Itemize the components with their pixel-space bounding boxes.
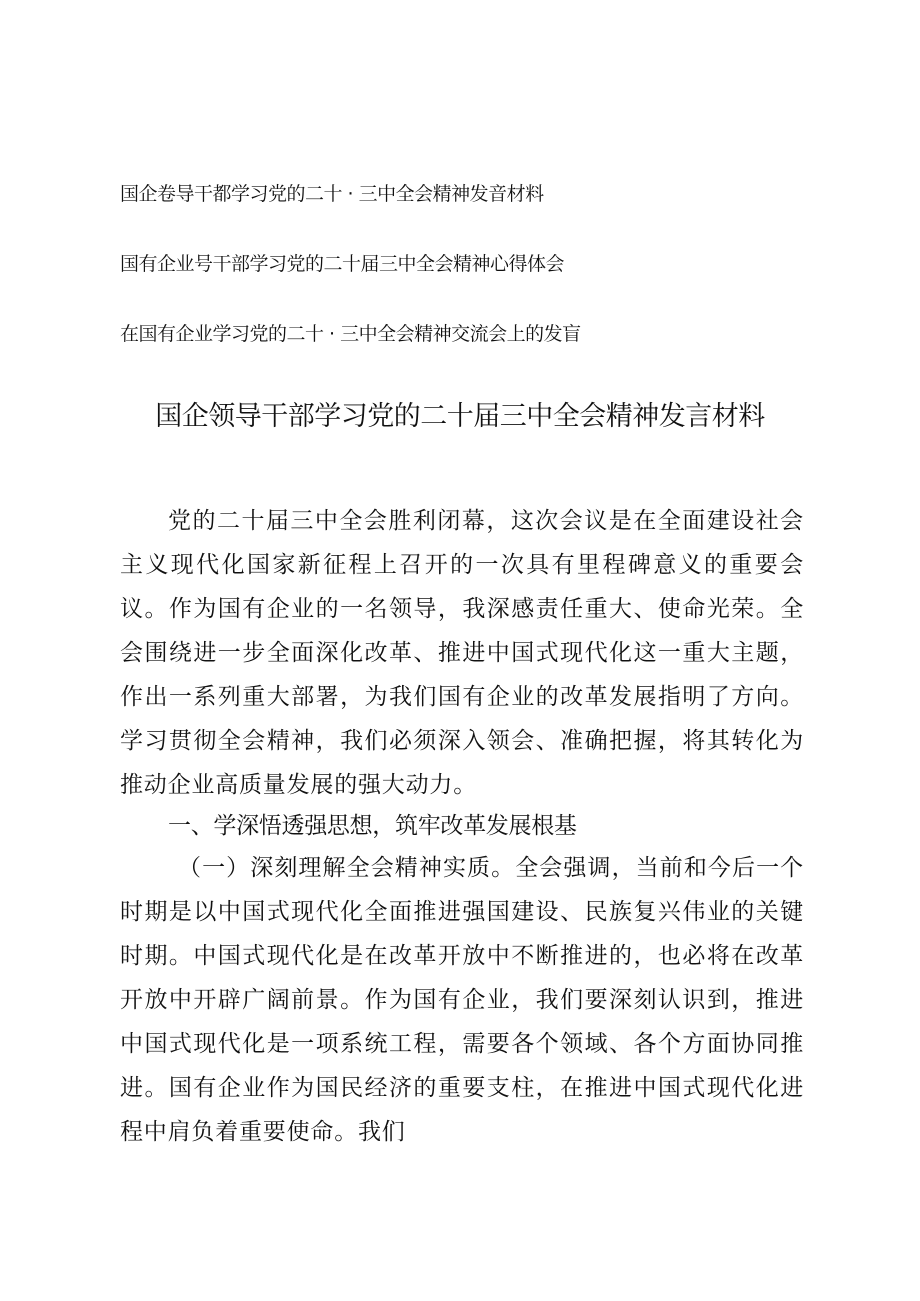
related-document-title-2: 国有企业号干部学习党的二十届三中全会精神心得体会 xyxy=(120,253,565,275)
section-heading: 一、学深悟透强思想，筑牢改革发展根基 xyxy=(168,813,577,839)
related-document-title-1: 国企卷导干都学习党的二十 · 三中全会精神发音材料 xyxy=(120,183,544,205)
related-document-title-3: 在国有企业学习党的二十 · 三中全会精神交流会上的发盲 xyxy=(120,323,581,345)
intro-paragraph: 党的二十届三中全会胜利闭幕，这次会议是在全面建设社会主义现代化国家新征程上召开的一次具有里程碑意义的重要会议。作为国有企业的一名领导，我深感责任重大、使命光荣。全会围绕进一步全面深化改革、推进中国式现代化这一重大主题，作出一系列重大部署，为我们国有企业的改革发展指明了方向。学习贯彻全会精神，我们必须深入领会、准确把握，将其转化为推动企业高质量发展的强大动力。 xyxy=(120,508,804,798)
subsection-paragraph: （一）深刻理解全会精神实质。全会强调，当前和今后一个时期是以中国式现代化全面推进强国建设、民族复兴伟业的关键时期。中国式现代化是在改革开放中不断推进的，也必将在改革开放中开辟广阔前景。作为国有企业，我们要深刻认识到，推进中国式现代化是一项系统工程，需要各个领域、各个方面协同推进。国有企业作为国民经济的重要支柱，在推进中国式现代化进程中肩负着重要使命。我们 xyxy=(120,855,804,1145)
document-title: 国企领导干部学习党的二十届三中全会精神发言材料 xyxy=(155,401,765,432)
related-documents-list xyxy=(120,182,820,392)
